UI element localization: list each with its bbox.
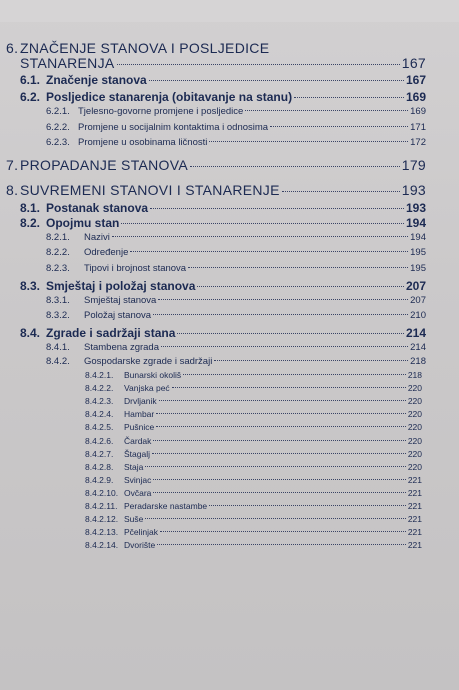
page-number: 221	[407, 501, 422, 511]
section-8-3: 8.3. Smještaj i položaj stanova 207	[20, 279, 426, 293]
section-6-2-2: 6.2.2. Promjene u socijalnim kontaktima i odnosima 171	[46, 122, 426, 133]
entry-number: 8.4.2.14.	[85, 540, 119, 551]
dot-leader	[153, 479, 405, 480]
section-8-2-2: 8.2.2. Određenje 195	[46, 247, 426, 258]
dot-leader	[209, 505, 406, 506]
section-6-2-3: 6.2.3. Promjene u osobinama ličnosti 172	[46, 137, 426, 148]
chapter-7-heading: 7. PROPADANJE STANOVA 179	[6, 157, 426, 173]
page-number: 220	[407, 461, 422, 472]
toc-entry	[85, 383, 422, 393]
page-number: 167	[401, 55, 426, 71]
page-number: 220	[407, 435, 422, 446]
toc-entry	[85, 436, 422, 446]
section-8-1: 8.1. Postanak stanova 193	[20, 201, 426, 215]
dot-leader	[152, 453, 406, 454]
entry-number: 8.4.2.6.	[85, 435, 114, 446]
section-6-2: 6.2. Posljedice stanarenja (obitavanje na stanu) 169	[20, 90, 426, 104]
page-number: 220	[407, 396, 422, 407]
dot-leader	[156, 426, 406, 427]
section-6-2-1: 6.2.1. Tjelesno-govorne promjene i posljedice 169	[46, 106, 426, 117]
section-8-2: 8.2. Opojmu stan 194	[20, 216, 426, 230]
dot-leader	[172, 387, 406, 388]
page-number: 221	[407, 514, 422, 525]
entry-title: Staja	[124, 461, 144, 472]
entry-title: Ovčara	[124, 487, 152, 498]
page-number: 221	[407, 487, 422, 498]
entry-title: Hambar	[124, 409, 155, 420]
dot-leader	[159, 400, 406, 401]
entry-title: Suše	[124, 514, 144, 525]
section-8-4-1: 8.4.1. Stambena zgrada 214	[46, 342, 426, 353]
entry-title: Drvljanik	[124, 396, 157, 407]
page-number: 221	[407, 540, 422, 551]
entry-number: 8.4.2.13.	[85, 527, 119, 538]
chapter-8-heading: 8. SUVREMENI STANOVI I STANARENJE 193	[6, 182, 426, 198]
toc-entry	[85, 422, 422, 432]
chapter-6-line2: STANARENJA 167	[20, 55, 426, 71]
section-6-1: 6.1. Značenje stanova 167	[20, 73, 426, 87]
entry-number: 8.4.2.2.	[85, 383, 114, 394]
entry-number: 8.4.2.11.	[85, 501, 118, 511]
entry-number: 8.4.2.4.	[85, 409, 114, 420]
toc-entry	[85, 475, 422, 485]
toc-entry	[85, 370, 422, 380]
dot-leader	[183, 374, 406, 375]
section-8-3-1: 8.3.1. Smještaj stanova 207	[46, 295, 426, 306]
dot-leader	[153, 492, 405, 493]
section-8-2-1: 8.2.1. Nazivi 194	[46, 232, 426, 243]
entry-title: Vanjska peć	[124, 383, 170, 394]
entry-number: 8.4.2.12.	[85, 514, 119, 525]
page-number: 220	[407, 409, 422, 420]
toc-entry	[85, 409, 422, 419]
page-number: 221	[407, 527, 422, 538]
entry-number: 8.4.2.9.	[85, 474, 114, 485]
toc-entry	[85, 540, 422, 550]
entry-number: 8.4.2.5.	[85, 422, 114, 433]
dot-leader	[145, 466, 405, 467]
entry-title: Bunarski okoliš	[124, 370, 182, 380]
entry-title: Štagalj	[124, 448, 150, 459]
toc-entry	[85, 527, 422, 537]
dot-leader	[156, 413, 406, 414]
chapter-6-heading: 6. ZNAČENJE STANOVA I POSLJEDICE	[6, 40, 270, 56]
dot-leader	[157, 544, 406, 545]
entry-number: 8.4.2.8.	[85, 461, 114, 472]
dot-leader	[153, 440, 405, 441]
entry-title: Dvorište	[124, 540, 156, 551]
entry-number: 8.4.2.7.	[85, 448, 114, 459]
entry-title: Pušnice	[124, 422, 155, 433]
entry-number: 8.4.2.3.	[85, 396, 114, 407]
page-number: 220	[407, 422, 422, 433]
toc-entry	[85, 462, 422, 472]
toc-entry	[85, 449, 422, 459]
page-number: 221	[407, 474, 422, 485]
page-number: 218	[407, 370, 422, 380]
section-8-4: 8.4. Zgrade i sadržaji stana 214	[20, 326, 426, 340]
dot-leader	[160, 531, 406, 532]
toc-entry	[85, 514, 422, 524]
entry-title: Peradarske nastambe	[124, 501, 208, 511]
page-number: 220	[407, 448, 422, 459]
entry-number: 8.4.2.1.	[85, 370, 114, 380]
toc-entry	[85, 396, 422, 406]
page-number: 220	[407, 383, 422, 394]
section-8-4-2: 8.4.2. Gospodarske zgrade i sadržaji 218	[46, 356, 426, 367]
toc-entry	[85, 501, 422, 511]
entry-title: Čardak	[124, 435, 152, 446]
entry-number: 8.4.2.10.	[85, 487, 119, 498]
entry-title: Pčelinjak	[124, 527, 159, 538]
section-8-2-3: 8.2.3. Tipovi i brojnost stanova 195	[46, 263, 426, 274]
section-8-3-2: 8.3.2. Položaj stanova 210	[46, 310, 426, 321]
entry-title: Svinjac	[124, 474, 152, 485]
dot-leader	[145, 518, 405, 519]
toc-entry	[85, 488, 422, 498]
